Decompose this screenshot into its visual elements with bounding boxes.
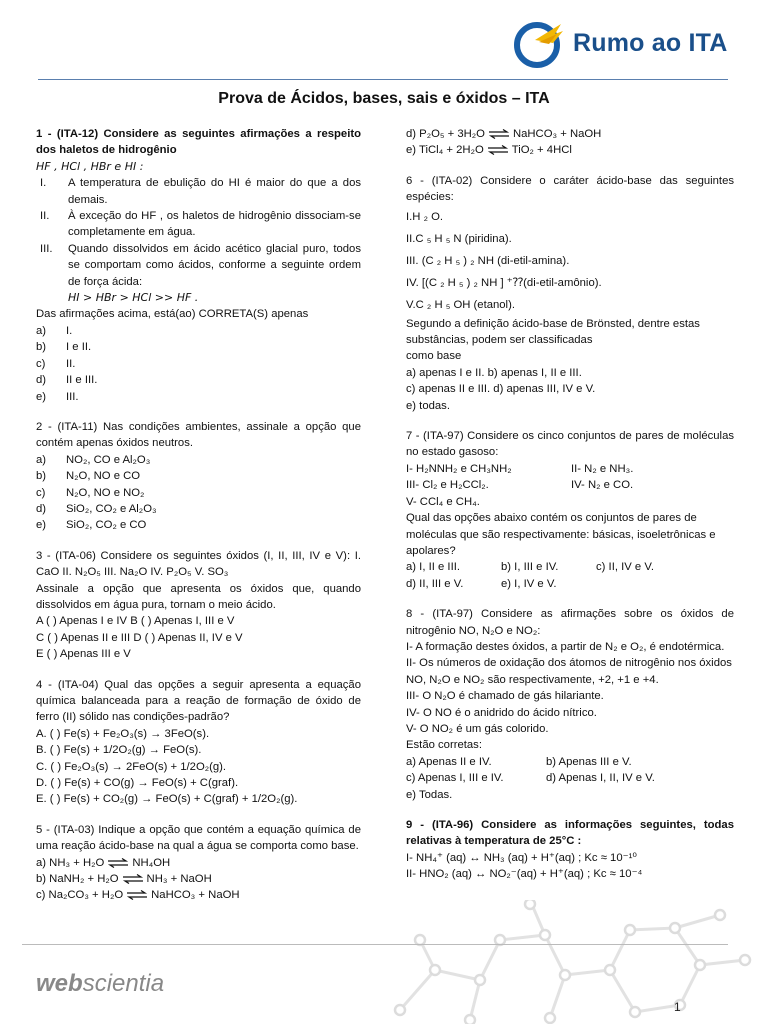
answer-option[interactable]: c) N₂O, NO e NO₂ — [36, 486, 145, 499]
answer-option[interactable]: B. ( ) Fe(s) + 1/2O₂(g) → FeO(s). — [36, 744, 202, 757]
species-item: I.H ₂ O. — [406, 210, 444, 223]
answer-option[interactable]: a) NH₃ + H₂O NH₄OH — [36, 856, 171, 869]
answer-option-row[interactable]: c) Apenas I, III e IV. d) Apenas I, II, IV e V. — [406, 772, 655, 785]
answer-option[interactable]: d) II e III. — [36, 374, 98, 387]
left-column — [36, 126, 361, 918]
answer-option[interactable]: e) SiO₂, CO₂ e CO — [36, 519, 147, 532]
answer-option[interactable]: c) II. — [36, 357, 76, 370]
equilibrium-arrow-icon — [487, 145, 509, 155]
answer-option[interactable]: C. ( ) Fe₂O₃(s) → 2FeO(s) + 1/2O₂(g). — [36, 760, 227, 773]
question-1-statement: II. À exceção do HF , os haletos de hidrogênio dissociam-se completamente em água. — [40, 210, 361, 239]
question-1-acid-order: HI > HBr > HCl >> HF . — [68, 291, 199, 305]
question-6 — [406, 173, 734, 414]
answer-option[interactable]: d) P₂O₅ + 3H₂O NaHCO₃ + NaOH — [406, 128, 602, 140]
equilibrium-equation: II- HNO₂ (aq) ↔ NO₂⁻(aq) + H⁺(aq) ; Kc ≈ 10⁻⁴ — [406, 868, 643, 881]
answer-option[interactable]: A. ( ) Fe(s) + Fe₂O₃(s) → 3FeO(s). — [36, 727, 210, 740]
question-8-stem: 8 - (ITA-97) Considere as afirmações sobre os óxidos de nitrogênio NO, N₂O e NO₂: — [406, 608, 734, 637]
species-item: V.C ₂ H ₅ OH (etanol). — [406, 298, 515, 311]
question-1-statement: I. A temperatura de ebulição do HI é maior do que a dos demais. — [40, 177, 361, 206]
question-1-statement: III. Quando dissolvidos em ácido acético glacial puro, todos se comportam como ácidos, conforme a seguinte ordem de força ácida: — [40, 242, 361, 288]
question-6-prompt-end: como base — [406, 350, 462, 363]
question-2 — [36, 419, 361, 534]
page-number: 1 — [674, 1000, 681, 1014]
header-divider — [38, 79, 728, 80]
molecule-pair-row: I- H₂NNH₂ e CH₃NH₂ II- N₂ e NH₃. — [406, 462, 634, 475]
question-5 — [36, 822, 361, 904]
question-7-prompt: Qual das opções abaixo contém os conjuntos de pares de moléculas que são respectivamente: básicas, isoeletrônicas e apolares? — [406, 512, 716, 557]
statement-item: III- O N₂O é chamado de gás hilariante. — [406, 690, 604, 703]
equilibrium-equation: I- NH₄⁺ (aq) ↔ NH₃ (aq) + H⁺(aq) ; Kc ≈ 10⁻¹⁰ — [406, 851, 637, 864]
answer-option[interactable]: e) III. — [36, 390, 79, 403]
answer-option[interactable]: b) NaNH₂ + H₂O NH₃ + NaOH — [36, 873, 212, 886]
answer-option-row[interactable]: a) I, II e III. b) I, III e IV. c) II, IV e V. — [406, 561, 654, 574]
question-8-prompt: Estão corretas: — [406, 739, 482, 752]
species-item: IV. [(C ₂ H ₅ ) ₂ NH ] ⁺⁇(di-etil-amônio). — [406, 276, 602, 289]
rumo-ao-ita-logo — [513, 18, 738, 68]
question-5-stem: 5 - (ITA-03) Indique a opção que contém a equação química de uma reação ácido-base na qual a água se comporta como base. — [36, 823, 361, 853]
question-1-species: HF , HCl , HBr e HI : — [36, 159, 144, 173]
logo-brand-name: Rumo ao ITA — [573, 29, 728, 57]
answer-option[interactable]: D. ( ) Fe(s) + CO(g) → FeO(s) + C(graf). — [36, 777, 239, 790]
question-9-stem: 9 - (ITA-96) Considere as informações seguintes, todas relativas à temperatura de 25°C : — [406, 819, 734, 848]
molecule-pair-row: III- Cl₂ e H₂CCl₂. IV- N₂ e CO. — [406, 479, 634, 492]
molecule-pair-row: V- CCl₄ e CH₄. — [406, 495, 480, 508]
question-9 — [406, 817, 734, 883]
statement-item: I- A formação destes óxidos, a partir de N₂ e O₂, é endotérmica. — [406, 640, 725, 653]
question-2-stem: 2 - (ITA-11) Nas condições ambientes, assinale a opção que contém apenas óxidos neutros. — [36, 420, 361, 450]
species-item: III. (C ₂ H ₅ ) ₂ NH (di-etil-amina). — [406, 254, 570, 267]
webscientia-logo: webscientia — [36, 970, 165, 997]
answer-option[interactable]: b) N₂O, NO e CO — [36, 470, 141, 483]
question-1-stem: 1 - (ITA-12) Considere as seguintes afirmações a respeito dos haletos de hidrogênio — [36, 128, 361, 157]
molecule-network-decoration — [380, 900, 760, 1024]
statement-item: II- Os números de oxidação dos átomos de nitrogênio nos óxidos NO, N₂O e NO₂ são respectivamente, +2, +1 e +4. — [406, 657, 732, 686]
species-item: II.C ₅ H ₅ N (piridina). — [406, 232, 512, 245]
statement-item: IV- O NO é o anidrido do ácido nítrico. — [406, 706, 597, 719]
question-6-stem: 6 - (ITA-02) Considere o caráter ácido-base das seguintes espécies: — [406, 174, 734, 204]
question-3-prompt: Assinale a opção que apresenta os óxidos que, quando dissolvidos em água pura, tornam o meio ácido. — [36, 582, 361, 611]
answer-option-row[interactable]: C ( ) Apenas II e III D ( ) Apenas II, IV e V — [36, 631, 243, 644]
question-6-prompt: Segundo a definição ácido-base de Brönsted, dentre estas substâncias, podem ser classificadas — [406, 317, 700, 347]
question-3 — [36, 548, 361, 663]
question-4-stem: 4 - (ITA-04) Qual das opções a seguir apresenta a equação química balanceada para a reação de formação de óxido de ferro (II) sólido nas condições-padrão? — [36, 678, 361, 724]
right-column — [406, 126, 734, 897]
answer-option-row[interactable]: e) Todas. — [406, 788, 453, 801]
question-4 — [36, 677, 361, 808]
answer-option-row[interactable]: d) II, III e V. e) I, IV e V. — [406, 577, 557, 590]
equilibrium-arrow-icon — [126, 890, 148, 900]
answer-option[interactable]: a) NO₂, CO e Al₂O₃ — [36, 453, 151, 466]
answer-option[interactable]: b) I e II. — [36, 341, 92, 354]
question-5-continued — [406, 126, 734, 159]
question-1 — [36, 126, 361, 405]
question-8 — [406, 606, 734, 803]
answer-option[interactable]: e) TiCl₄ + 2H₂O TiO₂ + 4HCl — [406, 144, 572, 157]
answer-option-row[interactable]: a) Apenas II e IV. b) Apenas III e V. — [406, 755, 632, 768]
answer-option-row[interactable]: A ( ) Apenas I e IV B ( ) Apenas I, III e V — [36, 615, 235, 628]
answer-option[interactable]: d) SiO₂, CO₂ e Al₂O₃ — [36, 502, 157, 515]
equilibrium-arrow-icon — [488, 129, 510, 139]
statement-item: V- O NO₂ é um gás colorido. — [406, 722, 549, 735]
footer-divider — [22, 944, 728, 945]
equilibrium-arrow-icon — [122, 874, 144, 884]
answer-option[interactable]: a) I. — [36, 324, 73, 337]
answer-option-row[interactable]: E ( ) Apenas III e V — [36, 648, 131, 661]
logo-emblem-icon — [513, 18, 565, 70]
question-7-stem: 7 - (ITA-97) Considere os cinco conjuntos de pares de moléculas no estado gasoso: — [406, 430, 734, 459]
question-7 — [406, 428, 734, 592]
question-3-stem: 3 - (ITA-06) Considere os seguintes óxidos (I, II, III, IV e V): I. CaO II. N₂O₅ III. Na₂O IV. P₂O₅ V. SO₃ — [36, 549, 361, 579]
answer-option[interactable]: c) Na₂CO₃ + H₂O NaHCO₃ + NaOH — [36, 889, 240, 902]
answer-option-row[interactable]: c) apenas II e III. d) apenas III, IV e V. — [406, 383, 596, 396]
answer-option[interactable]: E. ( ) Fe(s) + CO₂(g) → FeO(s) + C(graf) + 1/2O₂(g). — [36, 793, 298, 806]
page-title: Prova de Ácidos, bases, sais e óxidos – ITA — [218, 90, 550, 107]
answer-option-row[interactable]: e) todas. — [406, 399, 450, 412]
question-1-prompt: Das afirmações acima, está(ao) CORRETA(S) apenas — [36, 308, 309, 321]
answer-option-row[interactable]: a) apenas I e II. b) apenas I, II e III. — [406, 366, 582, 379]
equilibrium-arrow-icon — [107, 858, 129, 868]
